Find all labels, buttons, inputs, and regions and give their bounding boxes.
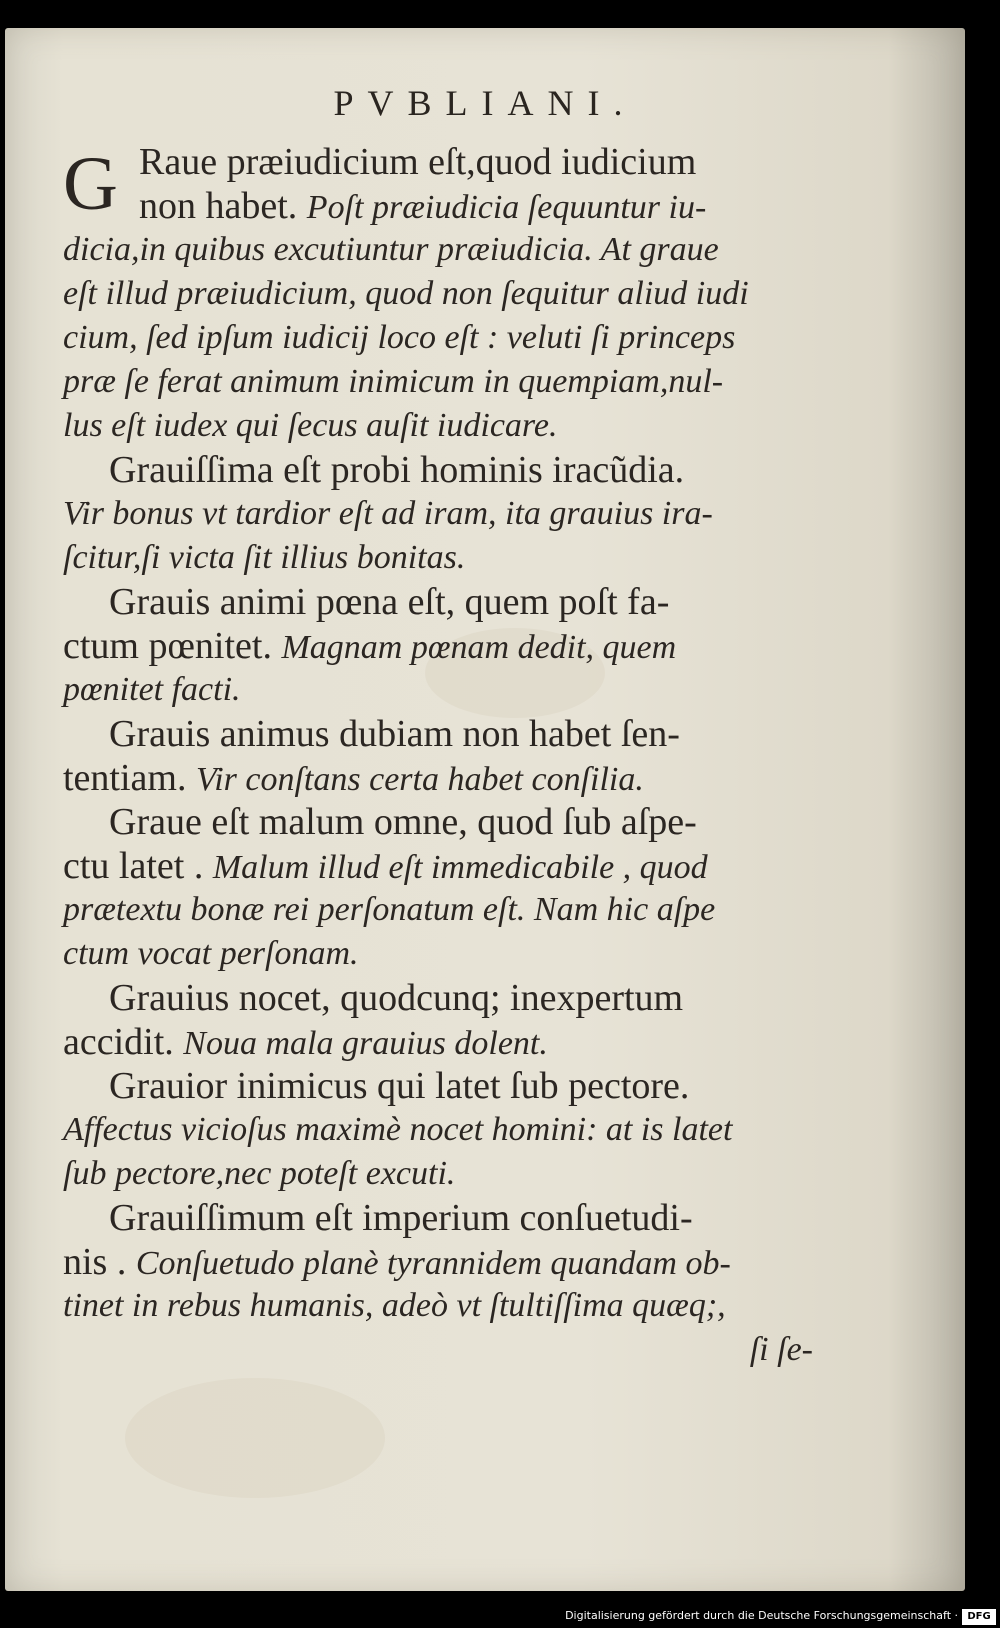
- text-line: [63, 184, 823, 228]
- text-line: [63, 888, 823, 932]
- text-line: [63, 536, 823, 580]
- running-head: PVBLIANI.: [333, 83, 637, 123]
- sentence-heading: Graue eſt malum omne, quod ſub aſpe-: [109, 801, 697, 843]
- sentence-heading: Grauis animus dubiam non habet ſen-: [109, 713, 680, 755]
- italic-gloss: eſt illud præiudicium, quod non ſequitur aliud iudi: [63, 275, 749, 312]
- italic-gloss: Conſuetudo planè tyrannidem quandam ob-: [135, 1245, 731, 1282]
- text-line: [63, 844, 823, 888]
- italic-gloss: prætextu bonæ rei perſonatum eſt. Nam hic aſpe: [63, 891, 716, 928]
- italic-gloss: tinet in rebus humanis, adeò vt ſtultiſſima quæq;,: [63, 1287, 726, 1324]
- roman-text: nis .: [63, 1241, 136, 1283]
- text-line: [63, 668, 823, 712]
- text-line: [63, 756, 823, 800]
- italic-gloss: dicia,in quibus excutiuntur præiudicia. At graue: [63, 231, 719, 268]
- dfg-logo: DFG: [962, 1609, 996, 1625]
- text-line: [63, 580, 823, 624]
- text-line: [63, 1064, 823, 1108]
- roman-text: Raue præiudicium eſt,quod iudicium: [139, 141, 697, 183]
- drop-cap: G: [63, 142, 118, 226]
- text-line: [63, 932, 823, 976]
- text-line: [63, 976, 823, 1020]
- italic-gloss: ctum vocat perſonam.: [63, 935, 359, 972]
- text-line: [63, 800, 823, 844]
- catchword-line: [63, 1328, 823, 1372]
- text-line: [63, 140, 823, 184]
- roman-text: ctu latet .: [63, 845, 213, 887]
- text-line: [63, 316, 823, 360]
- italic-gloss: Noua mala grauius dolent.: [183, 1025, 548, 1062]
- text-line: [63, 624, 823, 668]
- text-line: [63, 1152, 823, 1196]
- italic-gloss: Magnam pœnam dedit, quem: [281, 629, 677, 666]
- sentence-heading: Grauius nocet, quodcunq; inexpertum: [109, 977, 684, 1019]
- italic-gloss: Poſt præiudicia ſequuntur iu-: [306, 189, 707, 226]
- sentence-heading: Grauiſſima eſt probi hominis iracũdia.: [109, 449, 685, 491]
- italic-gloss: Vir conſtans certa habet conſilia.: [195, 761, 644, 798]
- italic-gloss: pœnitet facti.: [63, 671, 241, 708]
- text-line: [63, 360, 823, 404]
- text-line: [63, 1240, 823, 1284]
- text-line: [63, 228, 823, 272]
- italic-gloss: ſcitur,ſi victa ſit illius bonitas.: [63, 539, 466, 576]
- sentence-heading: Grauiſſimum eſt imperium conſuetudi-: [109, 1197, 693, 1239]
- text-line: [63, 404, 823, 448]
- italic-gloss: Malum illud eſt immedicabile , quod: [212, 849, 708, 886]
- text-line: [63, 492, 823, 536]
- roman-text: non habet.: [139, 185, 307, 227]
- catchword: ſi ſe-: [749, 1331, 813, 1368]
- italic-gloss: lus eſt iudex qui ſecus auſit iudicare.: [63, 407, 558, 444]
- text-line: [63, 272, 823, 316]
- sentence-heading: Grauior inimicus qui latet ſub pectore.: [109, 1065, 690, 1107]
- roman-text: tentiam.: [63, 757, 196, 799]
- book-page: [5, 28, 965, 1591]
- italic-gloss: Affectus vicioſus maximè nocet homini: at is latet: [63, 1111, 733, 1148]
- digitization-credit: Digitalisierung gefördert durch die Deutsche Forschungsgemeinschaft ·: [565, 1609, 958, 1622]
- sentence-heading: Grauis animi pœna eſt, quem poſt fa-: [109, 581, 670, 623]
- roman-text: ctum pœnitet.: [63, 625, 282, 667]
- italic-gloss: ſub pectore,nec poteſt excuti.: [63, 1155, 456, 1192]
- text-line: [63, 448, 823, 492]
- text-line: [63, 1020, 823, 1064]
- text-line: [63, 1284, 823, 1328]
- body-text: [63, 140, 823, 1372]
- page-stain: [125, 1378, 385, 1498]
- italic-gloss: Vir bonus vt tardior eſt ad iram, ita grauius ira-: [63, 495, 713, 532]
- italic-gloss: præ ſe ferat animum inimicum in quempiam,nul-: [63, 363, 724, 400]
- text-line: [63, 1108, 823, 1152]
- italic-gloss: cium, ſed ipſum iudicij loco eſt : veluti ſi princeps: [63, 319, 736, 356]
- text-line: [63, 1196, 823, 1240]
- text-line: [63, 712, 823, 756]
- roman-text: accidit.: [63, 1021, 184, 1063]
